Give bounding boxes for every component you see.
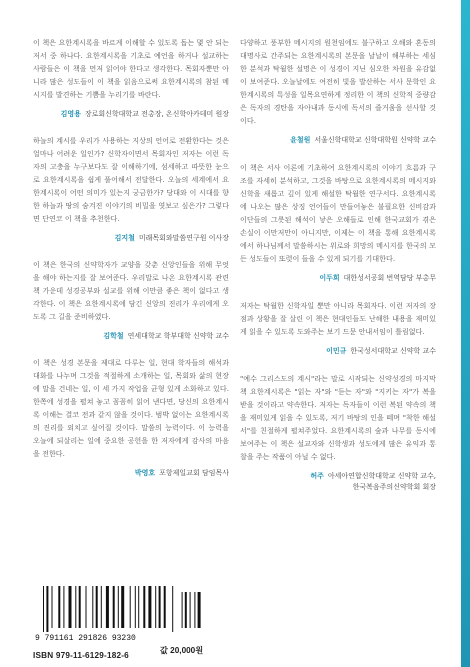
barcode-bar [121, 586, 124, 628]
endorsement-text-8: "예수 그리스도의 계시"라는 말로 시작되는 신약성경의 마지막 책 요한계시록은 "읽는 자"와 "듣는 자"와 "지키는 자"가 복을 받을 것이라고 약속한다. 저자는 독자들이 이런 복된 약속의 책을 재미있게 읽을 수 있도록, 저기 바탕의 인을 떼며 "착한 해설서"를 친절하게 펼쳐주었다. 요한계시록의 숲과 나무를 동시에 보여주는 이 책은 설교자와 신학생과 성도에게 많은 유익과 통찰을 주는 작품이 아닐 수 없다. [240, 374, 436, 461]
endorsement-text-5: 다양하고 풍부한 메시지의 원천임에도 불구하고 오해와 혼동의 대명사로 간주되는 요한계시록의 본문을 날날이 해부하는 세심한 분석과 탁월한 설명은 이 성경이 지닌 심오한 차원을 유감없이 보여준다. 오늘날에도 여전히 빛을 발산하는 서사 문학인 요한계시록의 특성을 일목요연하게 정리한 이 책의 신학적 중량감은 독자의 경탄을 자아내과 동시에 독서의 즐거움을 선사할 것이다. [240, 38, 436, 125]
endorsement-text-3: 이 책은 한국의 신약학자가 교양을 갖춘 신앙인들을 위해 무엇을 해야 하는지를 잘 보여준다. 우리말로 나온 요한계시록 관련 책 가운데 성경공부와 설교를 위해 이만큼 좋은 책이 없다고 생각한다. 이 책은 요한계시록에 담긴 신앙의 진리가 우리에게 오도록 그 길을 준비하였다. [33, 260, 229, 321]
endorser-affiliation: 대한성서공회 번역담당 부총무 [343, 274, 436, 282]
endorser-name: 허주 [310, 472, 324, 480]
endorser-signature-8 [240, 471, 436, 493]
endorser-signature-7 [240, 346, 436, 356]
endorser-name: 이두희 [319, 274, 340, 282]
barcode-digits: 9 791161 291826 93230 [35, 634, 136, 642]
barcode-bar [63, 586, 64, 628]
endorser-affiliation: 연세대학교 학부대학 신약학 교수 [127, 332, 229, 340]
barcode-bar [155, 586, 156, 628]
barcode-addon-bar [185, 592, 187, 628]
endorser-affiliation-2: 한국복음주의신약학회 회장 [352, 483, 436, 491]
barcode-bar [101, 586, 102, 628]
isbn-number: ISBN 979-11-6129-182-6 [33, 651, 129, 660]
decorative-side-stripe [461, 0, 470, 667]
endorsement-text-1: 이 책은 요한계시록을 바르게 이해할 수 있도록 돕는 몇 안 되는 저서 중 하나다. 요한계시록을 기초로 예언을 하거나 설교하는 사람들은 이 책을 먼저 읽어야 한다고 생각한다. 목회자뿐만 아니라 많은 성도들이 이 책을 읽음으로써 요한계시록의 참된 메시지를 발견하는 기쁨을 누리기를 바란다. [33, 38, 229, 99]
endorser-name: 이민규 [326, 347, 347, 355]
endorser-signature-3 [33, 331, 229, 341]
endorser-affiliation: 포항제일교회 담임목사 [159, 469, 229, 477]
isbn-barcode [33, 586, 201, 642]
barcode-bar [164, 586, 166, 628]
barcode-bar [69, 586, 72, 628]
barcode-addon-bar [182, 592, 183, 628]
barcode-bar [46, 586, 48, 632]
endorser-name: 윤철원 [290, 136, 311, 144]
book-price: 값 20,000원 [160, 646, 204, 655]
barcode-addon-bar [194, 592, 195, 628]
barcode-addon-bar [198, 592, 201, 628]
endorsement-text-7: 저자는 탁월한 신학자일 뿐만 아니라 목회자다. 이런 저자의 장점과 상황을 잘 살린 이 책은 현대인들도 난해한 내용을 재미있게 읽을 수 있도록 도와주는 보기 드문 안내서임이 틀림없다. [240, 301, 436, 336]
barcode-bar [79, 586, 81, 628]
endorser-name: 박영호 [134, 469, 156, 477]
endorser-affiliation: 미래목회와말씀연구원 이사장 [138, 234, 229, 242]
endorser-signature-5 [240, 135, 436, 145]
endorser-signature-1 [33, 109, 229, 119]
barcode-bar [58, 586, 60, 628]
endorser-affiliation: 아세아연합신학대학교 신약학 교수, [327, 472, 436, 480]
endorser-name: 김지철 [114, 234, 135, 242]
endorser-signature-6 [240, 273, 436, 283]
endorser-name: 김영용 [60, 110, 81, 118]
endorser-signature-4 [33, 468, 229, 478]
barcode-bar [86, 586, 87, 628]
isbn-price-row [33, 645, 253, 663]
barcode-bar [92, 586, 93, 628]
barcode-bar [159, 586, 161, 628]
right-column [240, 36, 436, 493]
barcode-bar [135, 586, 136, 628]
endorser-affiliation: 서울신학대학교 신학대학원 신약학 교수 [314, 136, 436, 144]
endorser-affiliation: 한국성서대학교 신약학 교수 [350, 347, 436, 355]
endorser-signature-2 [33, 233, 229, 243]
barcode-bar [118, 586, 119, 628]
barcode-bar [113, 586, 115, 628]
barcode-bar [143, 586, 145, 628]
endorser-name: 김학철 [103, 332, 124, 340]
endorser-affiliation: 장로회신학대학교 전총장, 온신학아카데미 원장 [84, 110, 229, 118]
endorsement-text-4: 이 책은 성경 본문을 제대로 다루는 일, 현대 학자들의 해석과 대화를 나누며 그것을 적절하게 소개하는 일, 목회와 삶의 현장에 말을 건네는 일, 이 세 가지 작업을 균형 있게 소화하고 있다. 한쪽에 성경을 펼쳐 놓고 꼼꼼히 읽어 낸다면, 당신의 요한계시록 이해는 결코 전과 같지 않을 것이다. 범박 없이는 요한계시록의 진리를 외치고 싶어질 것이다. 말씀의 능력이다. 이 능력을 오늘에 되살리는 일에 중요한 공헌을 한 저자에게 감사의 마음을 전한다. [33, 358, 229, 458]
barcode-bar [52, 586, 53, 628]
endorsement-text-6: 이 책은 서사 이론에 기초하여 요한계시록의 이야기 흐름과 구조를 자세히 분석하고, 그것을 바탕으로 요한계시록의 메시지와 신학을 새롭고 깊이 있게 해설한 탁월한 연구서다. 요한계시록에 나오는 많은 상징 언어들이 만들어놓은 불필요한 신비감과 이단들의 그릇된 해석이 낳은 오해들로 인해 한국교회가 겪은 손실이 이만저만이 아니지만, 이제는 이 책을 통해 요한계시록에서 하나님께서 말씀하시는 위로와 희망의 메시지를 한국의 모든 성도들이 또렷이 들을 수 있게 되기를 기대한다. [240, 163, 436, 263]
barcode-bar [43, 586, 44, 632]
barcode-bar [148, 586, 151, 628]
barcode-bar [130, 586, 131, 628]
barcode-bar [96, 586, 98, 628]
barcode-bar [75, 586, 76, 628]
barcode-addon-bar [190, 592, 191, 628]
barcode-graphic [33, 586, 201, 642]
left-column [33, 36, 229, 478]
endorsement-text-2: 하늘의 계시를 우리가 사용하는 지상의 언어로 전환한다는 것은 얼마나 어려운 일인가? 신학자이면서 목회자인 저자는 이런 독자의 고충을 누구보다도 잘 이해하기에, 섬세하고 따뜻한 눈으로 요한계시록을 쉽게 풀어해서 전달한다. 오늘의 세계에서 요한계시록이 어떤 의미가 있는지 궁금한가? 당대와 이 시대를 향한 하늘과 땅의 숨겨진 이야기의 비밀을 엿보고 싶은가? 그렇다면 단연코 이 책을 추천한다. [33, 136, 229, 223]
barcode-bar [172, 586, 173, 632]
barcode-bar [106, 586, 109, 628]
barcode-bar [138, 586, 139, 628]
